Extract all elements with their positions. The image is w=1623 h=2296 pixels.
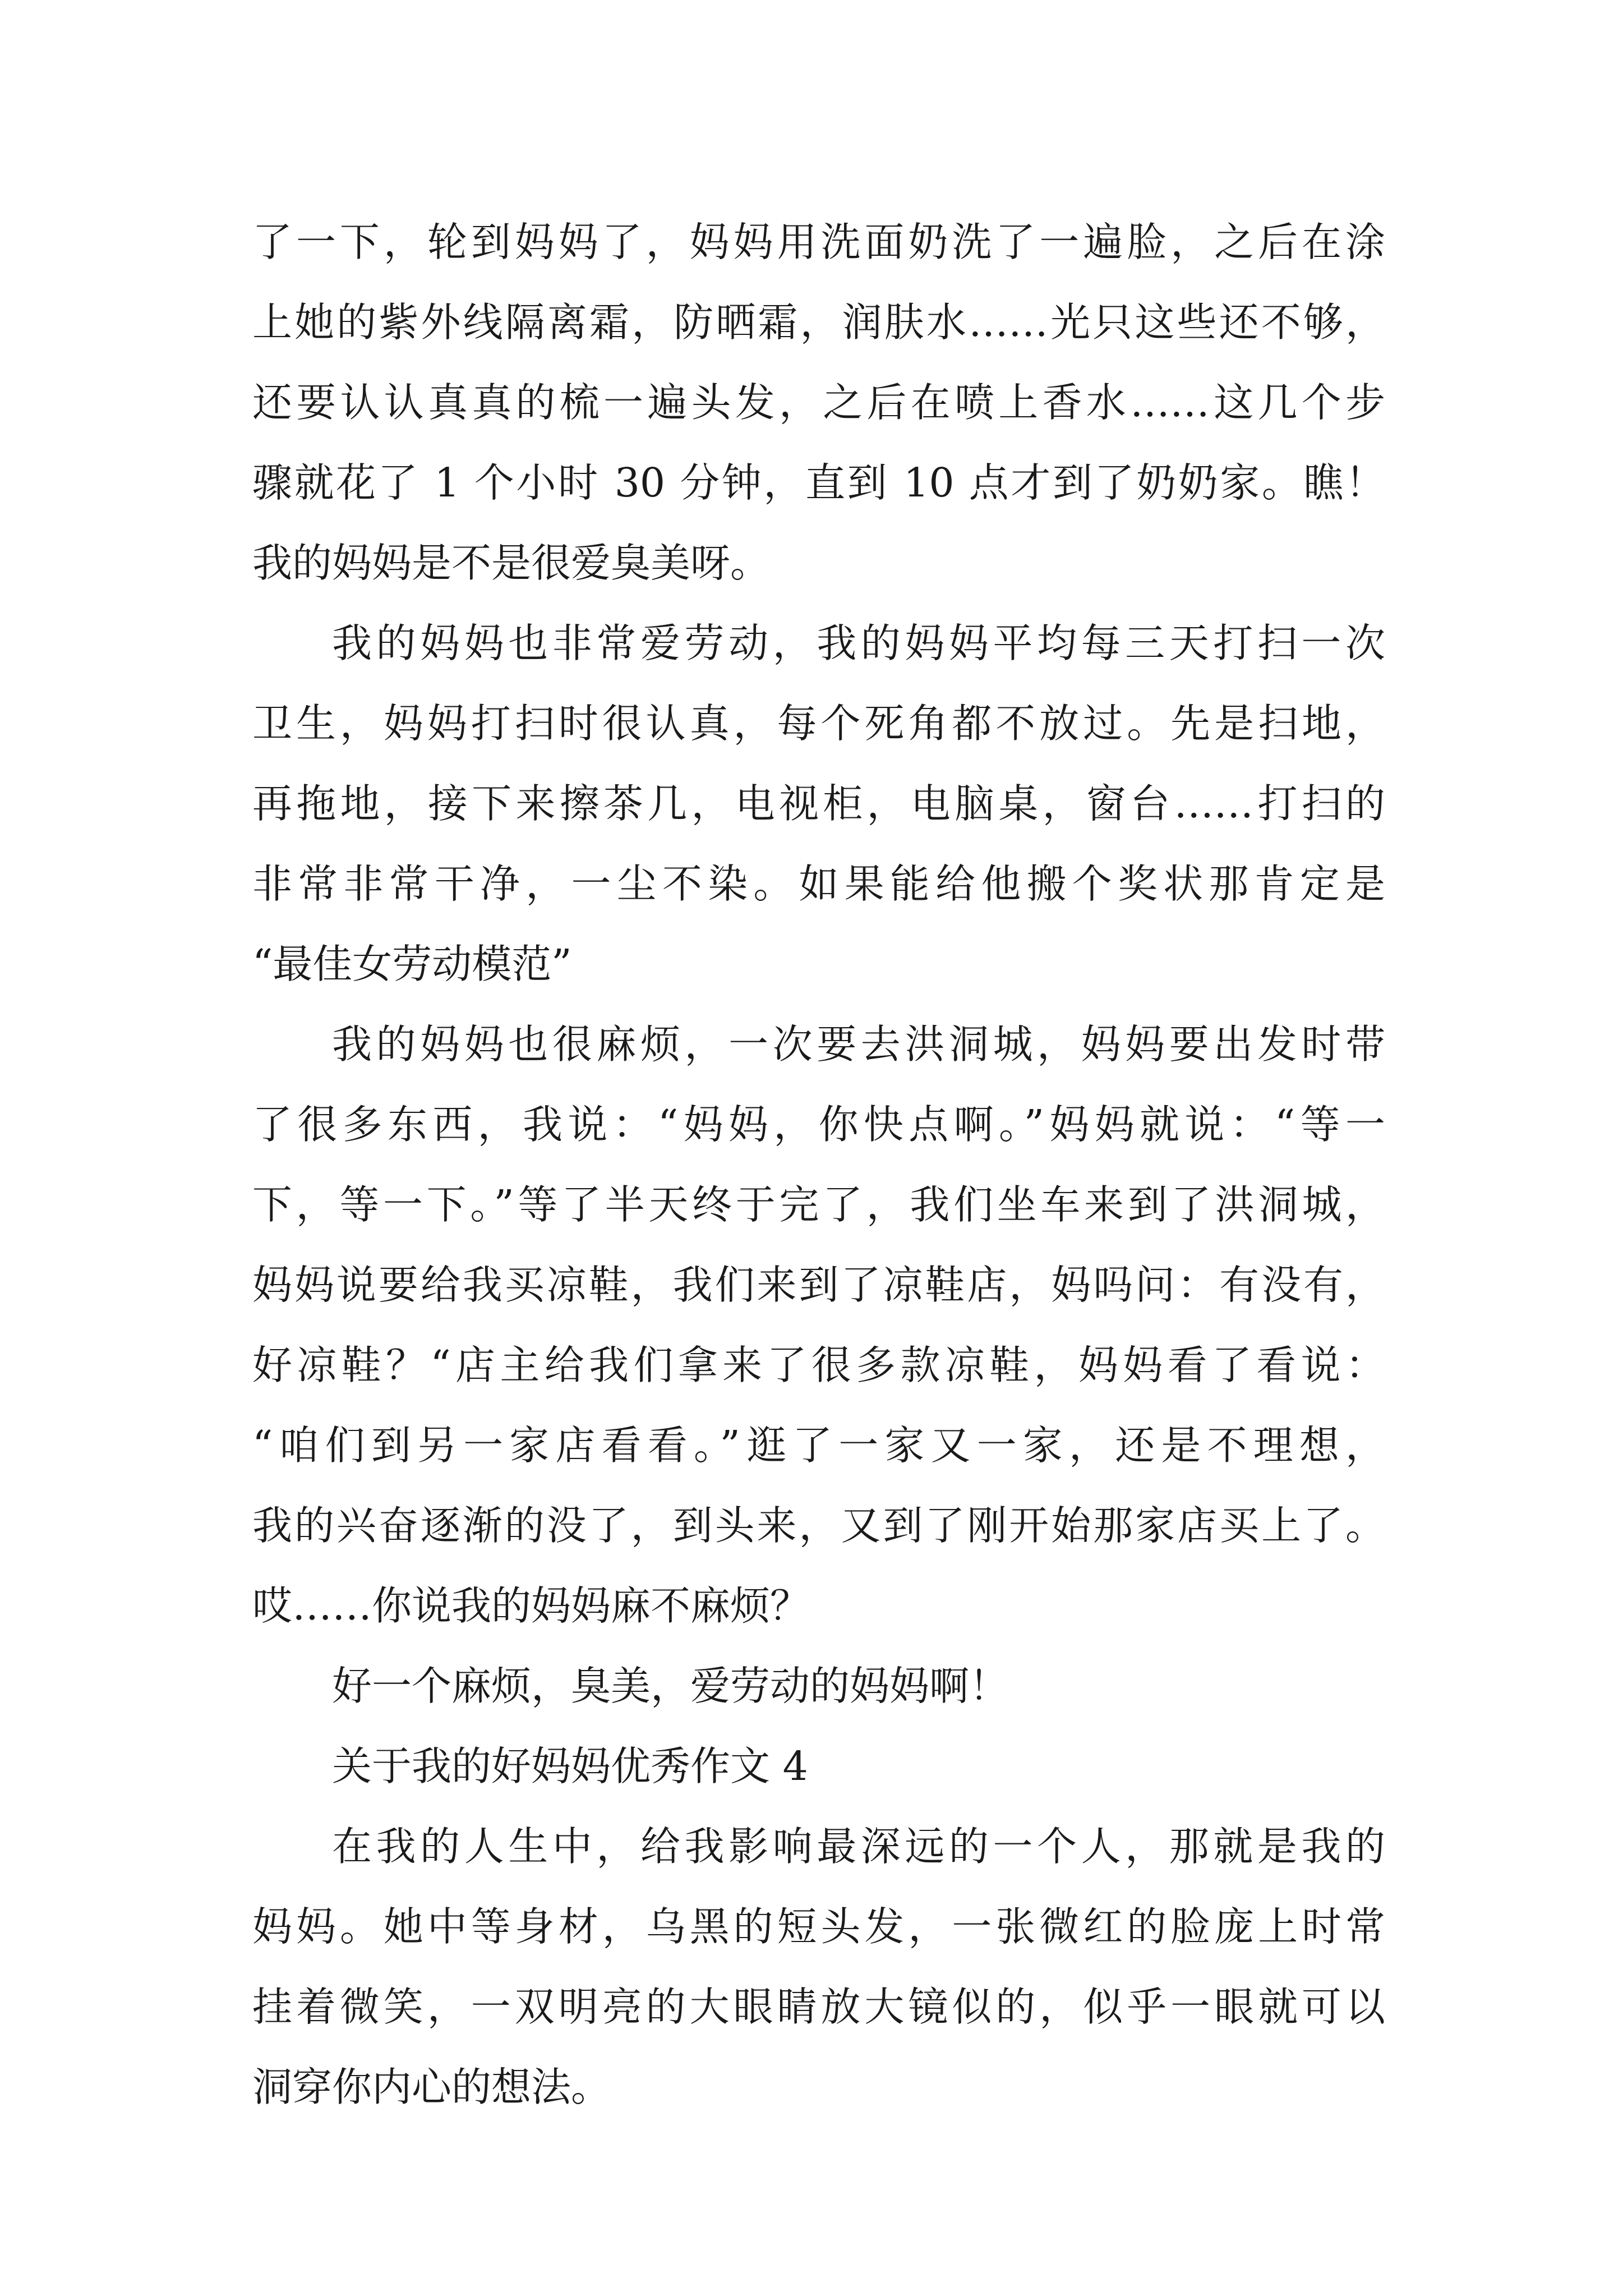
section-heading: 关于我的好妈妈优秀作文 4 bbox=[332, 1743, 808, 1789]
text-line: 了很多东西，我说：“妈妈，你快点啊。”妈妈就说：“等一 bbox=[252, 1101, 1385, 1148]
paragraph-first-line: 好一个麻烦，臭美，爱劳动的妈妈啊！ bbox=[332, 1663, 1009, 1709]
text-line: 妈妈说要给我买凉鞋，我们来到了凉鞋店，妈吗问：有没有， bbox=[252, 1262, 1385, 1308]
text-line: “咱们到另一家店看看。”逛了一家又一家，还是不理想， bbox=[252, 1422, 1385, 1469]
text-line: “最佳女劳动模范” bbox=[252, 941, 572, 987]
text-line: 好凉鞋？“店主给我们拿来了很多款凉鞋，妈妈看了看说： bbox=[252, 1342, 1385, 1388]
text-line: 下，等一下。”等了半天终于完了，我们坐车来到了洪洞城， bbox=[252, 1181, 1385, 1228]
text-line: 再拖地，接下来擦茶几，电视柜，电脑桌，窗台……打扫的 bbox=[252, 780, 1385, 827]
text-line: 挂着微笑，一双明亮的大眼睛放大镜似的，似乎一眼就可以 bbox=[252, 1984, 1385, 2030]
text-line: 哎……你说我的妈妈麻不麻烦？ bbox=[252, 1582, 810, 1629]
text-line: 了一下，轮到妈妈了，妈妈用洗面奶洗了一遍脸，之后在涂 bbox=[252, 219, 1385, 265]
document-body bbox=[252, 202, 1385, 2127]
paragraph-first-line: 在我的人生中，给我影响最深远的一个人，那就是我的 bbox=[332, 1823, 1385, 1870]
text-line: 还要认认真真的梳一遍头发，之后在喷上香水……这几个步 bbox=[252, 379, 1385, 426]
paragraph-first-line: 我的妈妈也很麻烦，一次要去洪洞城，妈妈要出发时带 bbox=[332, 1021, 1385, 1068]
text-line: 非常非常干净，一尘不染。如果能给他搬个奖状那肯定是 bbox=[252, 861, 1385, 907]
text-line: 洞穿你内心的想法。 bbox=[252, 2064, 611, 2110]
text-line: 我的兴奋逐渐的没了，到头来，又到了刚开始那家店买上了。 bbox=[252, 1502, 1385, 1549]
text-line: 妈妈。她中等身材，乌黑的短头发，一张微红的脸庞上时常 bbox=[252, 1903, 1385, 1950]
text-line: 我的妈妈是不是很爱臭美呀。 bbox=[252, 540, 771, 586]
paragraph-first-line: 我的妈妈也非常爱劳动，我的妈妈平均每三天打扫一次 bbox=[332, 620, 1385, 666]
text-line: 卫生，妈妈打扫时很认真，每个死角都不放过。先是扫地， bbox=[252, 700, 1385, 747]
text-line: 骤就花了 1 个小时 30 分钟，直到 10 点才到了奶奶家。瞧！ bbox=[252, 459, 1385, 506]
text-line: 上她的紫外线隔离霜，防晒霜，润肤水……光只这些还不够， bbox=[252, 299, 1385, 346]
